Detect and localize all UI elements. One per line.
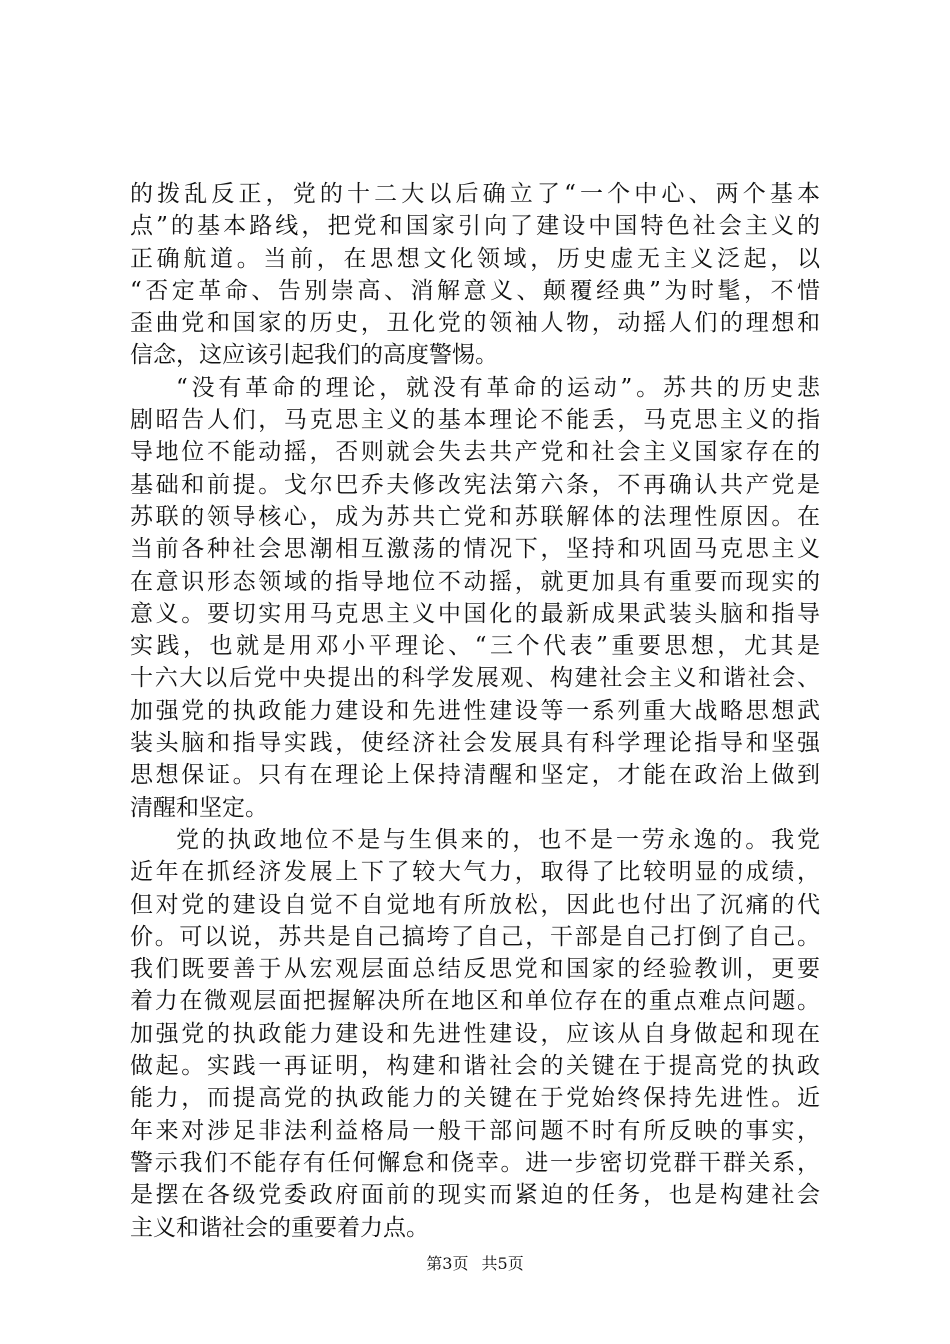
page-number: 第3页 [426, 1254, 469, 1273]
text-line: 价。可以说，苏共是自己搞垮了自己，干部是自己打倒了自己。 [130, 923, 820, 950]
text-line: 歪曲党和国家的历史，丑化党的领袖人物，动摇人们的理想和 [130, 310, 820, 337]
text-line: 年来对涉足非法利益格局一般干部问题不时有所反映的事实， [130, 1117, 820, 1144]
text-line: 信念，这应该引起我们的高度警惕。 [130, 342, 498, 369]
text-line: 剧昭告人们，马克思主义的基本理论不能丢，马克思主义的指 [130, 407, 820, 434]
text-line: 着力在微观层面把握解决所在地区和单位存在的重点难点问题。 [130, 988, 820, 1015]
text-line: 我们既要善于从宏观层面总结反思党和国家的经验教训，更要 [130, 956, 820, 983]
text-line: 加强党的执政能力建设和先进性建设，应该从自身做起和现在 [130, 1020, 820, 1047]
page-footer [0, 1251, 950, 1274]
text-line: 是摆在各级党委政府面前的现实而紧迫的任务，也是构建社会 [130, 1182, 820, 1209]
text-line: 警示我们不能存有任何懈怠和侥幸。进一步密切党群干群关系， [130, 1149, 820, 1176]
text-line: 装头脑和指导实践，使经济社会发展具有科学理论指导和坚强 [130, 730, 820, 757]
text-line: 苏联的领导核心，成为苏共亡党和苏联解体的法理性原因。在 [130, 503, 820, 530]
text-line: 但对党的建设自觉不自觉地有所放松，因此也付出了沉痛的代 [130, 891, 820, 918]
text-line: 实践，也就是用邓小平理论、“三个代表”重要思想，尤其是 [130, 633, 820, 660]
paragraph [130, 178, 820, 372]
text-line: 导地位不能动摇，否则就会失去共产党和社会主义国家存在的 [130, 439, 820, 466]
paragraph [130, 824, 820, 1244]
text-line: 党的执政地位不是与生俱来的，也不是一劳永逸的。我党 [176, 826, 820, 853]
text-line: 点”的基本路线，把党和国家引向了建设中国特色社会主义的 [130, 213, 820, 240]
text-line: 思想保证。只有在理论上保持清醒和坚定，才能在政治上做到 [130, 762, 820, 789]
text-line: “否定革命、告别崇高、消解意义、颠覆经典”为时髦，不惜 [130, 277, 820, 304]
text-line: 意义。要切实用马克思主义中国化的最新成果武装头脑和指导 [130, 600, 820, 627]
text-line: 的拨乱反正，党的十二大以后确立了“一个中心、两个基本 [130, 181, 820, 207]
text-line: 做起。实践一再证明，构建和谐社会的关键在于提高党的执政 [130, 1053, 820, 1080]
text-line: 加强党的执政能力建设和先进性建设等一系列重大战略思想武 [130, 697, 820, 724]
paragraph [130, 372, 820, 824]
text-line: 十六大以后党中央提出的科学发展观、构建社会主义和谐社会、 [130, 665, 820, 692]
text-line: “没有革命的理论，就没有革命的运动”。苏共的历史悲 [176, 374, 820, 401]
text-line: 在意识形态领域的指导地位不动摇，就更加具有重要而现实的 [130, 568, 820, 595]
page-total: 共5页 [481, 1254, 524, 1273]
text-line: 基础和前提。戈尔巴乔夫修改宪法第六条，不再确认共产党是 [130, 471, 820, 498]
text-line: 清醒和坚定。 [130, 794, 268, 821]
text-line: 当前各种社会思潮相互激荡的情况下，坚持和巩固马克思主义 [130, 536, 820, 563]
body-text [130, 178, 820, 1244]
text-line: 正确航道。当前，在思想文化领域，历史虚无主义泛起，以 [130, 245, 820, 272]
text-line: 主义和谐社会的重要着力点。 [130, 1214, 429, 1241]
text-line: 能力，而提高党的执政能力的关键在于党始终保持先进性。近 [130, 1085, 820, 1112]
text-line: 近年在抓经济发展上下了较大气力，取得了比较明显的成绩， [130, 859, 820, 886]
